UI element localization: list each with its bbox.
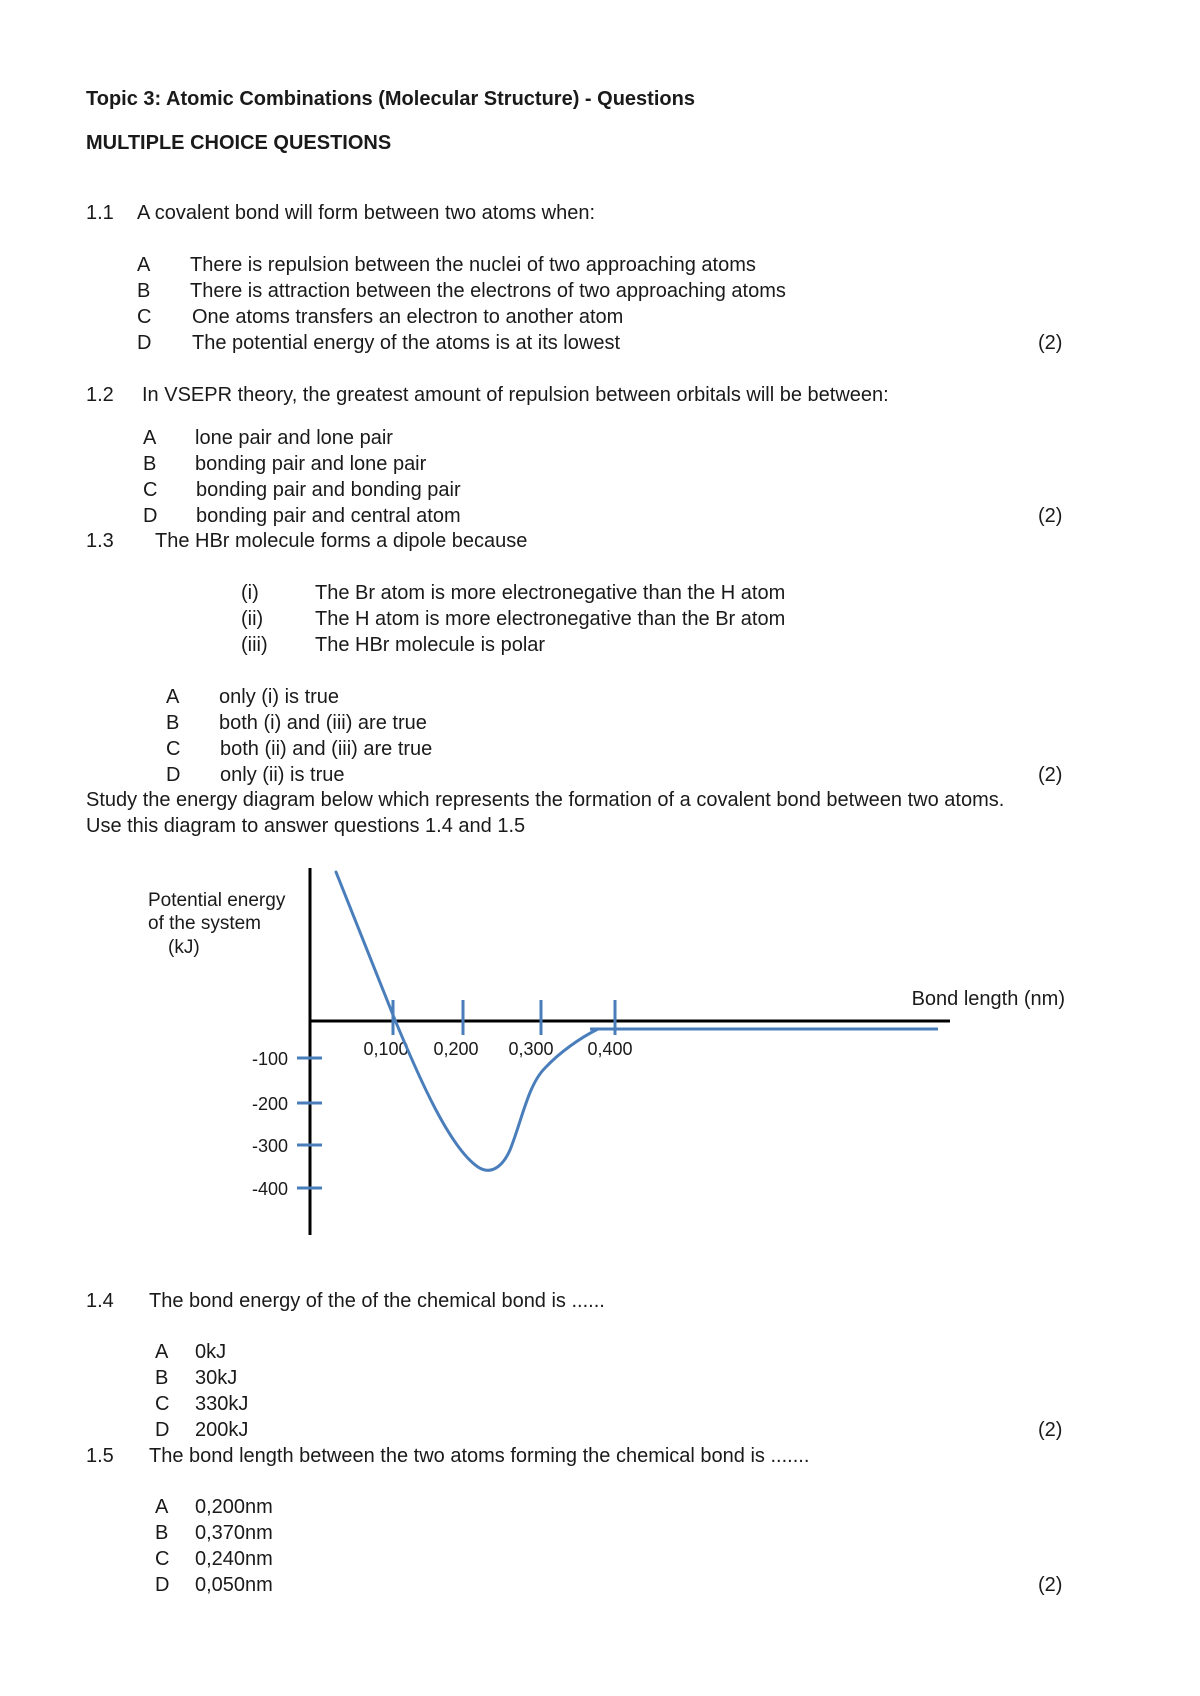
option-letter: D xyxy=(137,332,152,354)
y-tick-label: -300 xyxy=(251,1136,288,1156)
option-letter: A xyxy=(137,254,151,276)
option-letter: C xyxy=(155,1393,170,1415)
statement-number: (i) xyxy=(241,582,259,604)
option-letter: B xyxy=(143,453,157,475)
option-text: There is repulsion between the nuclei of two approaching atoms xyxy=(190,254,756,276)
option-text: both (ii) and (iii) are true xyxy=(220,738,433,760)
question-number: 1.2 xyxy=(86,384,114,406)
diagram-intro: Study the energy diagram below which represents the formation of a covalent bond between two atoms. xyxy=(86,789,1005,811)
option-text: only (ii) is true xyxy=(220,764,345,786)
option-text: One atoms transfers an electron to another atom xyxy=(192,306,624,328)
option-letter: A xyxy=(143,427,157,449)
marks-label: (2) xyxy=(1038,764,1063,786)
option-letter: C xyxy=(143,479,158,501)
y-tick-label: -400 xyxy=(251,1179,288,1199)
option-letter: B xyxy=(155,1522,169,1544)
option-letter: D xyxy=(155,1419,170,1441)
option-letter: D xyxy=(155,1574,170,1596)
page-title: Topic 3: Atomic Combinations (Molecular Structure) - Questions xyxy=(86,88,695,110)
diagram-intro: Use this diagram to answer questions 1.4 and 1.5 xyxy=(86,815,526,837)
x-tick-label: 0,200 xyxy=(433,1039,479,1059)
option-text: bonding pair and lone pair xyxy=(195,453,427,475)
section-heading: MULTIPLE CHOICE QUESTIONS xyxy=(86,132,392,154)
option-letter: D xyxy=(166,764,181,786)
option-letter: A xyxy=(155,1341,169,1363)
y-tick-label: -200 xyxy=(251,1094,288,1114)
statement-number: (iii) xyxy=(241,634,268,656)
x-tick-label: 0,300 xyxy=(508,1039,554,1059)
marks-label: (2) xyxy=(1038,1419,1063,1441)
option-text: bonding pair and central atom xyxy=(196,505,461,527)
x-tick-label: 0,100 xyxy=(363,1039,409,1059)
option-text: 30kJ xyxy=(195,1367,238,1389)
question-number: 1.1 xyxy=(86,202,114,224)
option-text: There is attraction between the electrons of two approaching atoms xyxy=(190,280,786,302)
option-text: 200kJ xyxy=(195,1419,249,1441)
question-text: The HBr molecule forms a dipole because xyxy=(155,530,528,552)
option-letter: A xyxy=(155,1496,169,1518)
option-text: both (i) and (iii) are true xyxy=(219,712,427,734)
option-text: 0,370nm xyxy=(195,1522,273,1544)
option-letter: B xyxy=(166,712,180,734)
x-axis-label: Bond length (nm) xyxy=(911,988,1065,1010)
question-text: A covalent bond will form between two atoms when: xyxy=(137,202,596,224)
option-text: 330kJ xyxy=(195,1393,249,1415)
option-letter: D xyxy=(143,505,158,527)
option-text: The potential energy of the atoms is at its lowest xyxy=(192,332,620,354)
option-text: only (i) is true xyxy=(219,686,340,708)
option-text: lone pair and lone pair xyxy=(195,427,393,449)
option-text: 0kJ xyxy=(195,1341,227,1363)
statement-text: The HBr molecule is polar xyxy=(315,634,546,656)
y-axis-label: of the system xyxy=(148,913,261,934)
question-number: 1.5 xyxy=(86,1445,114,1467)
y-tick-label: -100 xyxy=(251,1049,288,1069)
option-letter: C xyxy=(137,306,152,328)
question-number: 1.4 xyxy=(86,1290,114,1312)
option-text: bonding pair and bonding pair xyxy=(196,479,461,501)
option-letter: B xyxy=(155,1367,169,1389)
y-axis-label: Potential energy xyxy=(148,890,286,911)
question-text: The bond energy of the of the chemical bond is ...... xyxy=(149,1290,605,1312)
option-letter: A xyxy=(166,686,180,708)
option-letter: B xyxy=(137,280,151,302)
option-letter: C xyxy=(166,738,181,760)
statement-number: (ii) xyxy=(241,608,264,630)
marks-label: (2) xyxy=(1038,1574,1063,1596)
marks-label: (2) xyxy=(1038,505,1063,527)
question-text: The bond length between the two atoms forming the chemical bond is ....... xyxy=(149,1445,810,1467)
statement-text: The H atom is more electronegative than the Br atom xyxy=(315,608,786,630)
statement-text: The Br atom is more electronegative than the H atom xyxy=(315,582,786,604)
option-text: 0,050nm xyxy=(195,1574,273,1596)
marks-label: (2) xyxy=(1038,332,1063,354)
question-number: 1.3 xyxy=(86,530,114,552)
option-letter: C xyxy=(155,1548,170,1570)
x-tick-label: 0,400 xyxy=(587,1039,633,1059)
option-text: 0,240nm xyxy=(195,1548,273,1570)
question-text: In VSEPR theory, the greatest amount of repulsion between orbitals will be between: xyxy=(142,384,889,406)
y-axis-label: (kJ) xyxy=(168,937,200,958)
option-text: 0,200nm xyxy=(195,1496,273,1518)
